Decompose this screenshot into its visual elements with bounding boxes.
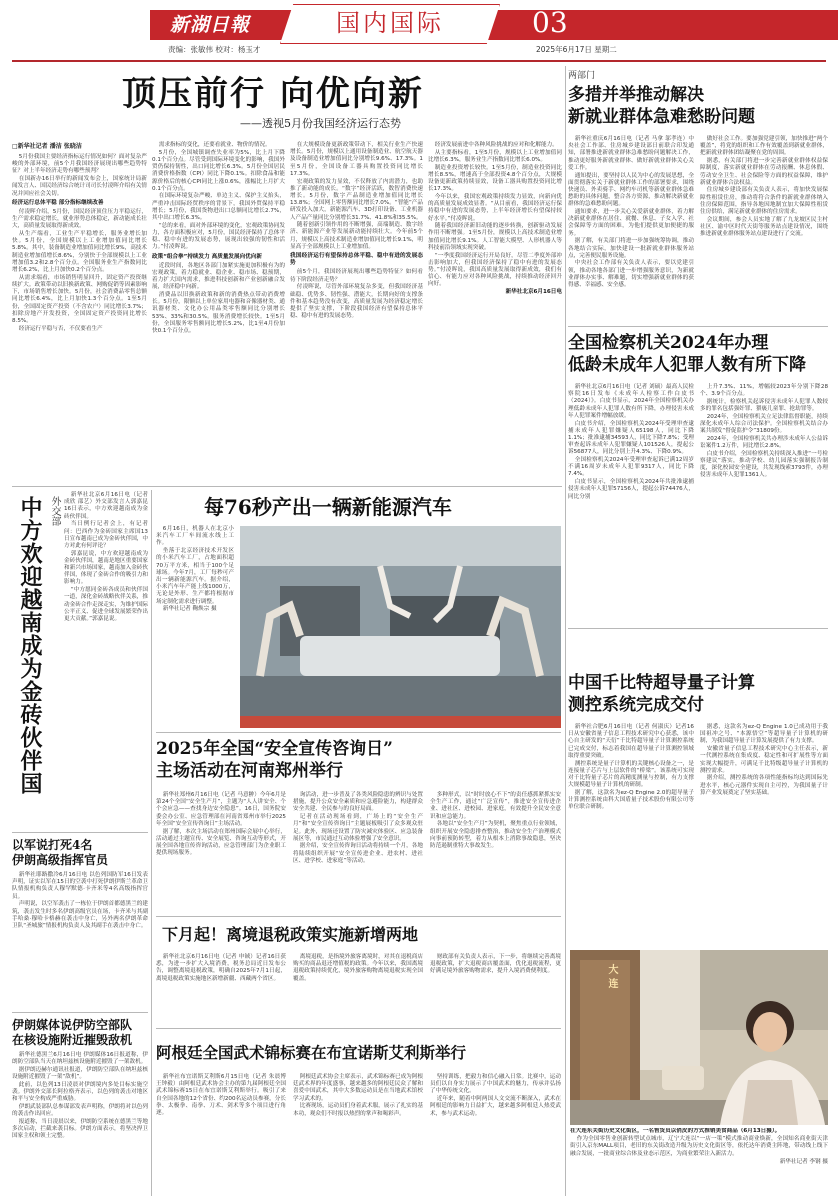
- page-number: 03: [532, 6, 568, 39]
- lead-para: 需求指标的变化，还要看就业、物价的情况。: [158, 142, 271, 148]
- editors: 责编：张敏伟 校对：杨玉才: [168, 45, 261, 54]
- wushu-col-1: [156, 1074, 286, 1196]
- ev-caption: [156, 526, 234, 728]
- lead-para: 经济运行平稳与否，不仅要看生产: [18, 325, 103, 332]
- procuratorate-col-2: [700, 384, 828, 622]
- date: 2025年6月17日 星期二: [536, 45, 617, 54]
- tax-para: 新华社北京6月16日电（记者 申铖）记者16日获悉，为进一步扩大入境消费，税务总局近日发布公告，调整离境退税政策，明确自2025年7月1日起，离境退税政策实施地区新增新疆、西藏两个省区。: [156, 954, 286, 982]
- iran-body: [12, 1052, 148, 1196]
- safety-headline-1: 2025年全国“安全宣传咨询日”: [156, 739, 393, 759]
- masthead-rule: [12, 60, 826, 62]
- lead-para: 5月份我国主要经济指标运行情况如何？面对复杂严峻的外部环境，前5个月我国经济展现出哪些趋势特征？对上半年经济走势有哪些预判？: [12, 154, 147, 175]
- safety-col-2: [293, 792, 423, 912]
- quantum-headline-1: 中国千比特超导量子计算: [568, 673, 755, 693]
- iran-para: 据伊朗迈赫尔通讯社报道，伊朗防空部队在纳坦兹核设施附近摧毁了一架“敌机”。: [12, 1066, 148, 1081]
- quantum-headline-2: 测控系统完成交付: [568, 695, 704, 715]
- lead-para: 从生产端看，工业生产平稳增长，服务业增长加快。5月份，全国规模以上工业增加值同比增长5.8%。其中，装备制造业增加值同比增长9%，高技术制造业增加值增长8.6%，分别快于全部规模以上工业增加值3.2和2.8个百分点。全国服务业生产指数同比增长6.2%，比上月加快0.2个百分点。: [12, 231, 147, 274]
- divider: [156, 732, 561, 733]
- jobs-para: 据了解，有关部门将进一步加强统筹协调，推动各地结合实际，加快建设一批新就业群体服务站点，完善便民服务设施。: [568, 238, 694, 259]
- quantum-para: 测控系统是量子计算机的关键核心设备之一，是连接量子芯片与上层软件的“桥梁”。该系统可实现对千比特量子芯片的高精度测量与控制，有力支撑大规模超导量子计算机的研制。: [568, 760, 694, 789]
- jobs-headline-1: 多措并举推动解决: [568, 85, 704, 105]
- lead-para: “一季度我国经济运行开局良好，尽管二季度外部冲击影响加大，但我国经济保持了稳中有进的发展态势。”付凌晖说，我国高质量发展取得新成效，我们有信心、有能力应对各种风险挑战，持续推动经济回升向好。: [428, 252, 562, 288]
- jobs-kicker: 两部门: [568, 71, 596, 81]
- lead-para: 今年以来，我国宏观政策持续发力显效，向新向优的高质量发展成效显著。“从目前看，我国经济运行保持稳中有进的发展态势，上半年经济增长有望保持较好水平。”付凌晖说。: [428, 193, 562, 222]
- tax-col-3: [430, 954, 561, 1024]
- vietnam-body: [64, 492, 148, 828]
- iran-headline-2: 在核设施附近摧毁敌机: [12, 1033, 133, 1047]
- vietnam-article: [12, 490, 148, 830]
- lead-para: 近段时间，各地区各部门加紧实施更加积极有为的宏观政策，着力稳就业、稳企业、稳市场、稳预期，着力扩大国内需求，推进科技创新和产业创新融合发展，经济稳中向新。: [152, 262, 285, 291]
- vietnam-kicker: 外交部: [49, 496, 60, 526]
- iran-article: [12, 1016, 148, 1198]
- kazakh-article: [12, 836, 148, 1011]
- masthead-logo: 新湖日報: [169, 14, 250, 36]
- wushu-para: 新华社布宜诺斯艾利斯6月15日电（记者 朱晨博 王钟毅）由阿根廷武术协会主办的第九届阿根廷全国武术锦标赛15日在布宜诺斯艾利斯举行。吸引了来自全国各地的12个省份、约200名运动员参赛，分长拳、太极拳、南拳、刀术、剑术等多个项目进行角逐。: [156, 1074, 286, 1117]
- divider: [156, 916, 561, 917]
- lead-author: □新华社记者 潘洁 张晓洁: [12, 143, 82, 150]
- procuratorate-para: 上升7.3%、11%，增幅较2023年分别下降28个、3.9个百分点。: [700, 384, 828, 398]
- ev-headline: 每76秒产出一辆新能源汽车: [204, 495, 452, 519]
- lead-para: 随着创新引领作用的不断增强，高端制造、数字经济、新能源产业等发展新动能持续壮大。今年前5个月，规模以上高技术制造业增加值同比增长9.1%，明显高于全部规模以上工业增加值。: [290, 222, 423, 250]
- lead-para: 在大规模设备更新政策带动下，相关行业生产快速增长。5月份，规模以上通用设备制造业、航空航天器及设备制造业增加值同比分别增长9.6%、17.3%。1至5月份，全国设备工器具购置投资同比增长17.3%。: [290, 142, 423, 177]
- ev-credit: 新华社记者 鞠焕宗 摄: [162, 606, 217, 613]
- quantum-para: 据悉，这款名为ez-Q Engine 1.0已成功用于我国祖冲之号、“本源悟空”等超导量子计算机的研制，为我国超导量子计算发展提供了有力支撑。: [700, 724, 828, 745]
- safety-para: 记者在活动现场看到，广场上的“安全生产月”和“安全宣传咨询日”主题展板吸引了众多观众驻足。此外，现场还设置了防灾减灾体验区、应急装备展区等，市民通过互动体验增强了安全意识。: [293, 814, 423, 842]
- kazakh-headline-2: 伊朗高级指挥官员: [12, 853, 109, 867]
- jobs-para: 住房城乡建设部有关负责人表示，将加快发展保障性租赁住房，推动将符合条件的新就业群体纳入住房保障范围，指导各地因地制宜加大保障性租赁住房供给，满足新就业群体的住房需求。: [700, 187, 828, 216]
- jobs-para: 会议期间，参会人员实地了解了九龙坡区民主村社区、渝中区时代天街等服务站点建设情况，围绕推进新就业群体服务站点建设进行了交流。: [700, 216, 828, 238]
- procuratorate-para: 白皮书显示，全国检察机关2024年共批准逮捕侵害未成年人犯罪57156人，提起公诉74476人，同比分别: [568, 479, 694, 500]
- wushu-headline: 阿根廷全国武术锦标赛在布宜诺斯艾利斯举行: [156, 1043, 467, 1062]
- lead-article: [12, 66, 562, 486]
- vietnam-para: “中方愿同金砖各成员和伙伴国一道，深化金砖战略伙伴关系，推动金砖合作走深走实，为维护国际公平正义、促进全球发展繁荣作出更大贡献。”郭嘉昆说。: [64, 587, 148, 622]
- lead-para: 在国新办16日举行的新闻发布会上，国家统计局新闻发言人、国民经济综合统计司司长付凌晖介绍有关情况并回应社会关切。: [12, 176, 147, 197]
- jobs-headline-2: 新就业群体急难愁盼问题: [568, 107, 755, 127]
- quantum-para: 据了解，这款名为ez-Q Engine 2.0的超导量子计算测控系统由科大国盾量子技术股份有限公司等单位联合研制。: [568, 789, 694, 811]
- procuratorate-headline-1: 全国检察机关2024年办理: [568, 333, 769, 353]
- safety-para: 新华社郑州6月16日电（记者 马意翀）今年6月是第24个全国“安全生产月”，主题为“人人讲安全、个个会应急——查找身边安全隐患”。16日，国务院安委会办公室、应急管理部在河南省郑州市举行2025年全国“安全宣传咨询日”主场活动。: [156, 792, 286, 827]
- tax-col-1: [156, 954, 286, 1024]
- jobs-para: 中央社会工作部有关负责人表示，要以党建引领，推动各地各部门进一步增强服务意识，为新就业群体办实事、解难题，切实增强新就业群体的获得感、幸福感、安全感。: [568, 260, 694, 289]
- factory-photo: [240, 526, 561, 728]
- procuratorate-para: 2024年，全国检察机关共办理涉未成年人公益诉讼案件1.2万件，同比增长2.8%。: [700, 435, 828, 450]
- jobs-para: 通知提出，要坚持以人民为中心的发展思想，全面贯彻落实关于新就业群体工作的部署要求，围绕快递员、外卖骑手、网约车司机等新就业群体急难愁盼的具体问题，整合各方资源，推动解决新就业群体的急难愁盼问题。: [568, 172, 694, 208]
- jobs-para: 通知要求，进一步关心关爱新就业群体，着力解决新就业群体在居住、就餐、休息、子女入学、社会保障等方面的困难，为他们提供更加便捷的服务。: [568, 209, 694, 237]
- quantum-article: [568, 632, 828, 950]
- lead-subhead: 经济运行总体平稳 部分指标继续改善: [12, 199, 104, 206]
- jobs-col-2: [700, 136, 828, 322]
- iran-para: 报道称，当日凌晨以来，伊朗防空系统在德黑兰等地多次启动，拦截来袭目标。伊朗方面表示，将坚决捍卫国家主权和领土完整。: [12, 1118, 148, 1140]
- lead-para: 付凌晖介绍，5月份，国民经济顶住压力平稳运行，生产需求稳定增长，就业形势总体稳定，新动能成长壮大，高质量发展取得新成效。: [12, 208, 147, 230]
- quantum-para: 据介绍，测控系统的各项性能指标均达到国际先进水平，核心元器件实现自主可控，为我国量子计算产业发展奠定了坚实基础。: [700, 775, 828, 796]
- lead-para: 在国际环境复杂严峻、单边主义、保护主义抬头，严重冲击国际经贸秩序的背景下，我国外贸保持平稳增长；5月份，我国货物进出口总额同比增长2.7%，其中出口增长6.3%。: [152, 193, 285, 222]
- divider: [156, 1028, 561, 1029]
- iran-para: 新华社德黑兰6月16日电 伊朗媒体16日报道称，伊朗防空部队当天在纳坦兹核设施附近摧毁了一架敌机。: [12, 1052, 148, 1066]
- lead-col-1: [12, 154, 147, 484]
- lead-para: 从需求端看，市场销售明显回升，固定资产投资继续扩大。政策带动以旧换新政策、网购促销等因素影响下，市场销售增长加快。5月份，社会消费品零售总额同比增长6.4%，比上月加快1.3个百分点。1至5月份，全国固定资产投资（不含农户）同比增长3.7%；扣除房地产开发投资，全国固定资产投资同比增长8.5%。: [12, 274, 147, 324]
- iran-para: 伊朗武装部队总参谋部发表声明称，伊朗将对以色列的袭击作出回应。: [12, 1103, 148, 1118]
- wushu-col-3: [430, 1074, 561, 1196]
- wushu-article: [156, 1032, 561, 1198]
- jobs-para: 做好社会工作。要加强党建引领，加快推进“两个覆盖”，将党的组织和工作有效覆盖到新就业群体，把新就业群体团结凝聚在党的周围。: [700, 136, 828, 157]
- divider: [12, 832, 148, 833]
- column-divider: [151, 490, 152, 1196]
- lead-para: 宏观政策的发力显效，不仅释放了内需潜力，也助推了新动能的成长。“数字”经济活跃，数智消费快速增长。5月份，数字产品制造业增加值同比增长13.8%；全国网上零售额同比增长7.0%。“智能”产品研发投入加大，新能源汽车、3D打印设备、工业机器人产品产量同比分别增长31.7%、41.8%和35.5%。: [290, 178, 423, 221]
- divider: [568, 628, 828, 629]
- safety-article: [156, 736, 561, 914]
- safety-col-1: [156, 792, 286, 912]
- kazakh-para: 新华社耶路撒冷6月16日电 以色列国防军16日发表声明，证实以军在15日的空袭中打死伊朗伊斯兰革命卫队情报机构负责人穆罕默德·卡齐米等4名高级指挥官员。: [12, 872, 148, 900]
- procuratorate-col-1: [568, 384, 694, 622]
- ev-article: [156, 490, 561, 730]
- lead-para: 随着我国经济新旧动能的逐步转换，创新驱动发展作用不断增强。1至5月份，规模以上高技术制造业增加值同比增长9.1%。人工智能大模型、人形机器人等科技前沿领域实现突破。: [428, 223, 562, 251]
- procuratorate-para: 白皮书介绍，全国检察机关2024年受理审查逮捕未成年人犯罪嫌疑人65198人，同比下降1.1%；批准逮捕34593人，同比下降7.8%；受理审查起诉未成年人犯罪嫌疑人101526人，提起公诉56877人，同比分别上升4.3%、下降0.9%。: [568, 420, 694, 456]
- jobs-article: [568, 66, 828, 324]
- quantum-col-1: [568, 724, 694, 948]
- lead-subtitle: ——透视5月份我国经济运行态势: [240, 117, 401, 130]
- tax-para: 财政部有关负责人表示，下一步，将继续完善离境退税政策，扩大退税商店覆盖面，优化退税流程，更好满足境外旅客购物需求，提升入境消费便利度。: [430, 954, 561, 975]
- procuratorate-headline-2: 低龄未成年人犯罪人数有所下降: [568, 355, 806, 375]
- safety-para: 据介绍，安全宣传咨询日活动将持续一个月，各地将陆续组织开展“安全宣传进企业、进农村、进社区、进学校、进家庭”等活动。: [293, 843, 423, 864]
- quantum-col-2: [700, 724, 828, 948]
- shop-sign: 大连: [606, 964, 617, 992]
- lead-para: 从主要指标看，1至5月份，规模以上工业增加值同比增长6.3%，服务业生产指数同比增长6.0%。: [428, 149, 562, 163]
- quantum-para: 新华社合肥6月16日电（记者 何淑庆）记者16日从安徽省量子信息工程技术研究中心获悉，该中心自主研发的“天衍”千比特超导量子计算测控系统已完成交付，标志着我国在超导量子计算测控领域取得重要突破。: [568, 724, 694, 759]
- jobs-para: 新华社重庆6月16日电（记者 马拿 邬孝连）中央社会工作部、住房城乡建设部日前联合印发通知，部署推进新就业群体急难愁盼问题解决工作，推动更好服务新就业群体、做好新就业群体关心关爱工作。: [568, 136, 694, 171]
- tax-article: [156, 920, 561, 1026]
- wushu-para: 坚持训练，把毅力和信心融入日常。比赛中，运动员们以自身实力展示了中国武术的魅力，传承并弘扬了中华传统文化。: [430, 1074, 561, 1095]
- safety-para: 据了解，本次主场活动在郑州国际会展中心举行，活动通过主题宣传、安全展览、咨询互动等形式，开展全国各地宣传咨询活动，应急管理部门为企业职工提供现场服务。: [156, 828, 286, 857]
- photo-credit: 新华社记者 李钢 摄: [779, 1158, 828, 1165]
- ev-caption-para: 6月16日，机器人在北京小米汽车工厂车间流水线上工作。: [156, 526, 234, 547]
- lead-para: 前5个月，我国经济展现出哪些趋势特征？如何看待下阶段经济走势？: [290, 269, 423, 283]
- quantum-para: 安徽省量子信息工程技术研究中心主任表示，新一代测控系统在集成度、稳定性和可扩展性等方面实现大幅提升，可满足千比特级超导量子计算机的测控需求。: [700, 746, 828, 774]
- wushu-col-2: [293, 1074, 423, 1196]
- lead-para: 经济发展前进中各种风险挑战的应对和化解能力。: [434, 142, 558, 148]
- vietnam-para: 当日例行记者会上，有记者问：巴西作为金砖国家主席国13日宣布越南已成为金砖伙伴国，中方对此有何评论？: [64, 521, 148, 549]
- safety-col-3: [430, 792, 561, 912]
- procuratorate-article: [568, 330, 828, 625]
- divider: [568, 326, 828, 327]
- iran-headline-1: 伊朗媒体说伊防空部队: [12, 1018, 133, 1032]
- jobs-para: 据悉，有关部门将进一步完善新就业群体权益保障制度，落实新就业群体在劳动报酬、休息休假、劳动安全卫生、社会保险等方面的权益保障，维护新就业群体合法权益。: [700, 158, 828, 186]
- wushu-para: 比赛现场，运动员们身着武术服，展示了扎实的基本功，观众们不时报以热烈的掌声和喝彩声。: [293, 1103, 423, 1117]
- tax-headline: 下月起！离境退税政策实施新增两地: [162, 925, 419, 944]
- lead-subhead: 我国经济运行有望保持总体平稳、稳中有进的发展态势: [290, 253, 423, 267]
- vietnam-headline: 中方欢迎越南成为金砖伙伴国: [17, 496, 43, 795]
- safety-headline-2: 主场活动在河南郑州举行: [156, 761, 343, 781]
- procuratorate-para: 2024年，全国检察机关立足法律监督职能，持续深化未成年人综合司法保护。全国检察机关结合办案共制发“督促监护令”31809份。: [700, 413, 828, 435]
- divider: [12, 486, 562, 487]
- column-divider: [565, 66, 566, 1196]
- procuratorate-para: 全国检察机关2024年受理审查起诉已满12周岁不满16周岁未成年人犯罪9317人，同比下降7.4%。: [568, 457, 694, 478]
- lead-headline: 顶压前行 向优向新: [122, 74, 424, 114]
- lead-col-4: [428, 142, 562, 484]
- kazakh-body: [12, 872, 148, 1010]
- ev-caption-para: 坐落于北京经济技术开发区的小米汽车工厂，占地面积超70万平方米，相当于100个足球场。今年7月，工厂每秒可产出一辆新能源汽车。据介绍，小米汽车年产能上线1000万，无论是外形、生产都将根据市场定制化需求进行调整。: [156, 548, 234, 605]
- jobs-col-1: [568, 136, 694, 322]
- wushu-para: 阿根廷武术协会主席表示，武术锦标赛已成为阿根廷武术界的年度盛事，越来越多的阿根廷民众了解和喜爱中国武术，其中大多数运动员是在当地武术馆校学习武术的。: [293, 1074, 423, 1102]
- kazakh-para: 声明说，以空军袭击了一栋位于伊朗首都德黑兰的建筑，袭击发生时多名伊朗高级官员在场，卡齐米与其副手哈桑·穆哈卡格赫在袭击中身亡，另外两名伊朗革命卫队“圣城旅”情报机构负责人及其副手在袭击中身亡。: [12, 901, 148, 929]
- masthead: [0, 0, 838, 62]
- lead-para: 5月份，全国城镇调查失业率为5%，比上月下降0.1个百分点。尽管受到国际环境变化的影响，我国外贸仍保持韧性，出口同比增长6.3%。5月份全国居民消费价格指数（CPI）同比下降0.1%。扣除食品和能源价格后的核心CPI同比上涨0.6%，涨幅比上月扩大0.1个百分点。: [152, 149, 285, 192]
- safety-para: 多种形式，以“时时放心不下”的责任感抓紧抓实安全生产工作，通过“广泛宣传”，推进安全宣传进企业、进社区、进校园、进家庭，有效提升全民安全意识和应急能力。: [430, 792, 561, 820]
- tax-col-2: [293, 954, 423, 1024]
- lead-para: “总的来看，面对外部环境的变化，宏观政策协同发力，各方面积极应对，5月份，国民经济保持了总体平稳、稳中有进的发展态势，展现出较强的韧性和活力。”付凌晖说。: [152, 222, 285, 251]
- lead-para: 付凌晖说，尽管外部环境复杂多变，但我国经济基础稳、优势多、韧性强、潜能大，长期向好的支撑条件和基本趋势没有改变，高质量发展为经济稳定增长提供了坚实支撑，下阶段我国经济有望保持总体平稳、稳中有进的发展态势。: [290, 284, 423, 320]
- section-title: 国内国际: [336, 10, 444, 37]
- divider: [12, 1012, 148, 1013]
- dateline: 新华社北京6月16日电: [505, 289, 562, 296]
- photo-caption-lead: 在大连东关街历史文化街区，一名售货员以俏皮的方式推销美食商品（6月13日摄）。: [570, 1128, 781, 1134]
- procuratorate-para: 新华社北京6月16日电（记者 刘硕）最高人民检察院16日发布《未成年人检察工作白皮书（2024）》。白皮书显示，2024年全国检察机关办理低龄未成年人犯罪人数有所下降，办理侵害未成年人犯罪案件增幅放缓。: [568, 384, 694, 419]
- lead-subhead: 政策“组合拳”持续发力 高质量发展向优向新: [152, 253, 262, 260]
- lead-col-3: [290, 142, 423, 484]
- wushu-para: 近年来，随着中阿两国人文交流不断深入，武术在阿根廷的影响力日益扩大，越来越多阿根廷人热爱武术，参与武术运动。: [430, 1096, 561, 1117]
- kazakh-headline-1: 以军说打死4名: [12, 838, 93, 852]
- photo-caption-body: 作为全国零售业创新转型试点城市，辽宁大连以“一店一策”模式推动商业焕新，全国知名商业街天津街引入京东MALL项目，老旧的东关街改造升级为历史文化街区等，依托达年消费主阵地，带动线上线下融合发展，一批商业综合体及业态示范区，为商业繁荣注入新活力。: [570, 1135, 828, 1157]
- lead-col-2: [152, 142, 285, 484]
- photo-caption: [570, 1128, 828, 1198]
- tax-para: 离境退税，是指境外旅客离境时，对其在退税商店购买的商品退还增值税的政策。今年以来，我国离境退税政策持续优化，境外旅客购物离境退税实现全国覆盖。: [293, 954, 423, 982]
- vietnam-para: 郭嘉昆说，中方欢迎越南成为金砖伙伴国，越南是地区重要国家和新兴市场国家，越南加入金砖伙伴国，体现了金砖合作的吸引力和影响力。: [64, 550, 148, 586]
- lead-para: 消费品以旧换新政策和新的消费热点带动消费增长。5月份，限额以上单位家用电器和音像器材类、通讯器材类、文化办公用品类零售额同比分别增长53%、33%和30.5%。服务消费增长较快。1至5月份，全国服务零售额同比增长5.2%，比1至4月份加快0.1个百分点。: [152, 292, 285, 335]
- procuratorate-para: 白皮书介绍，全国检察机关持续深入推进“一号检察建议”落实，推动学校、幼儿园落实强制报告制度，深化校园安全建设，共发现线索3793件，办理侵害未成年人犯罪1361人。: [700, 450, 828, 479]
- procuratorate-para: 据统计，检察机关起诉侵害未成年人犯罪人数较多的罪名包括强奸罪、猥亵儿童罪、抢劫罪等。: [700, 398, 828, 413]
- safety-para: 各地以“安全生产月”为契机，聚焦重点行业领域，组织开展安全隐患排查整治，推动安全生产治理模式向事前预防转型，着力从根本上消除事故隐患，坚决防范遏制重特大事故发生。: [430, 821, 561, 849]
- street-photo: [570, 950, 828, 1125]
- safety-para: 询活动，进一步普及了各类风险隐患的辨识与处置措施，提升公众安全素质和应急避险能力，构建群众安全共建、全民参与的良好局面。: [293, 792, 423, 813]
- vietnam-para: 新华社北京6月16日电（记者 成欣 邵艺）外交部发言人郭嘉昆16日表示，中方欢迎越南成为金砖伙伴国。: [64, 492, 148, 520]
- iran-para: 此前，以色列13日凌晨对伊朗境内多处目标实施空袭。伊朗外交部长阿拉格齐表示，以色列的袭击对地区和平与安全构成严重威胁。: [12, 1081, 148, 1103]
- factory-photo-image: [240, 526, 561, 728]
- lead-para: 制造业投资增长较快。1至5月份，制造业投资同比增长8.5%，增速高于全部投资4.8个百分点，大规模设备更新政策持续显效，设备工器具购置投资同比增长17.3%。: [428, 164, 562, 193]
